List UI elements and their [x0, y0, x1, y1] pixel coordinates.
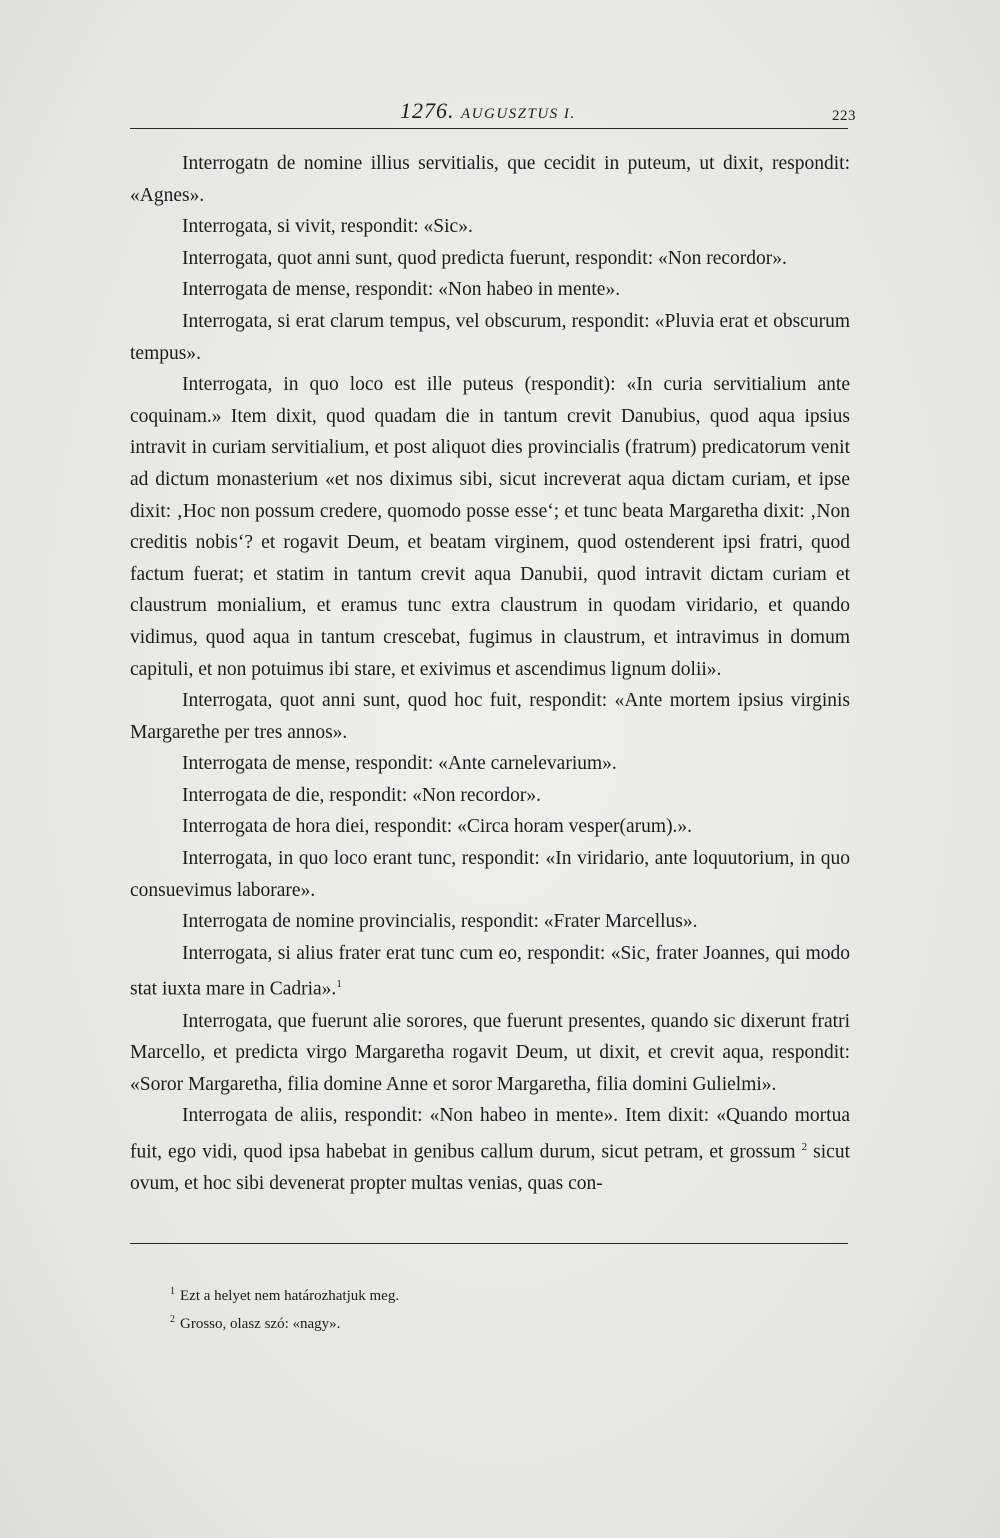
footnote-ref: 2 [801, 1140, 808, 1153]
paragraph: Interrogata, que fuerunt alie sorores, que fuerunt presentes, quando sic dixerunt fratri Marcello, et predicta virgo Margaretha rogavit Deum, ut dixit, et crevit aqua, respondit: «Soror Margaretha, filia domine Anne et soror Margaretha, filia domini Gulielmi». [130, 1010, 850, 1095]
paragraph: Interrogata, quot anni sunt, quod hoc fuit, respondit: «Ante mortem ipsius virginis Margarethe per tres annos». [130, 690, 850, 743]
paragraph: Interrogata de hora diei, respondit: «Circa horam vesper(arum).». [182, 816, 693, 838]
footnote-rule [130, 1243, 848, 1244]
page-number: 223 [832, 108, 856, 124]
running-title [400, 98, 576, 124]
paragraph: Interrogata de die, respondit: «Non recordor». [182, 784, 541, 806]
header-rule [130, 128, 848, 129]
footnote-mark: 2 [170, 1314, 175, 1325]
paragraph-text: Interrogata de aliis, respondit: «Non habeo in mente». Item dixit: «Quando mortua fuit, ego vidi, quod ipsa habebat in genibus callum durum, sicut petram, et grossum [130, 1105, 850, 1163]
paragraph-text: Interrogata, si alius frater erat tunc cum eo, respondit: «Sic, frater Joannes, qui modo stat iuxta mare in Cadria». [130, 942, 850, 1000]
header-year: 1276. [400, 98, 455, 123]
running-head [130, 94, 856, 130]
footnote-text: Ezt a helyet nem határozhatjuk meg. [180, 1288, 400, 1304]
paragraph: Interrogata, si vivit, respondit: «Sic». [182, 216, 473, 238]
header-date: AUGUSZTUS I. [461, 106, 576, 122]
paragraph: Interrogata de nomine provincialis, respondit: «Frater Marcellus». [182, 911, 698, 933]
footnote-ref: 1 [336, 978, 342, 991]
paragraph: Interrogatn de nomine illius servitialis, que cecidit in puteum, ut dixit, respondit: «Agnes». [130, 153, 850, 206]
paragraph: Interrogata de mense, respondit: «Ante carnelevarium». [182, 753, 617, 775]
paragraph: Interrogata, in quo loco est ille puteus (respondit): «In curia servitialium ante coquinam.» Item dixit, quod quadam die in tantum crevit Danubius, quod aqua ipsius intravit in curiam servitialium, et post aliquot dies provincialis (fratrum) predicatorum venit ad dictum monasterium «et nos diximus sibi, sicut increverat aqua dictam curiam, et ipse dixit: ‚Hoc non possum credere, quomodo posse esse‘; et tunc beata Margaretha dixit: ‚Non creditis nobis‘? et rogavit Deum, et beatam virginem, quod ostenderent ipsi fratri, quod factum fuerat; et statim in tantum crevit aqua Danubii, quod intravit dictam curiam et claustrum monialium, et eramus tunc extra claustrum in quodam viridario, et quando vidimus, quod aqua in tantum crescebat, fugimus in claustrum, et intravimus in domum capituli, et non potuimus ibi stare, et exivimus et ascendimus lignum dolii». [130, 374, 850, 680]
footnote-mark: 1 [170, 1286, 175, 1297]
footnote [170, 1308, 810, 1336]
paragraph: Interrogata de mense, respondit: «Non habeo in mente». [182, 279, 621, 301]
paragraph-with-note [130, 1100, 850, 1199]
paragraph: Interrogata, quot anni sunt, quod predicta fuerunt, respondit: «Non recordor». [182, 247, 787, 269]
footnotes [170, 1280, 810, 1336]
main-text [130, 148, 850, 1200]
paragraph: Interrogata, in quo loco erant tunc, respondit: «In viridario, ante loquutorium, in quo consuevimus laborare». [130, 848, 850, 901]
footnote [170, 1280, 810, 1308]
paragraph-text-continued: sicut ovum, et hoc sibi devenerat propter multas venias, quas con- [130, 1141, 850, 1194]
paragraph: Interrogata, si erat clarum tempus, vel obscurum, respondit: «Pluvia erat et obscurum tempus». [130, 310, 850, 364]
footnote-text: Grosso, olasz szó: «nagy». [180, 1316, 341, 1332]
paragraph-with-note [130, 938, 850, 1006]
